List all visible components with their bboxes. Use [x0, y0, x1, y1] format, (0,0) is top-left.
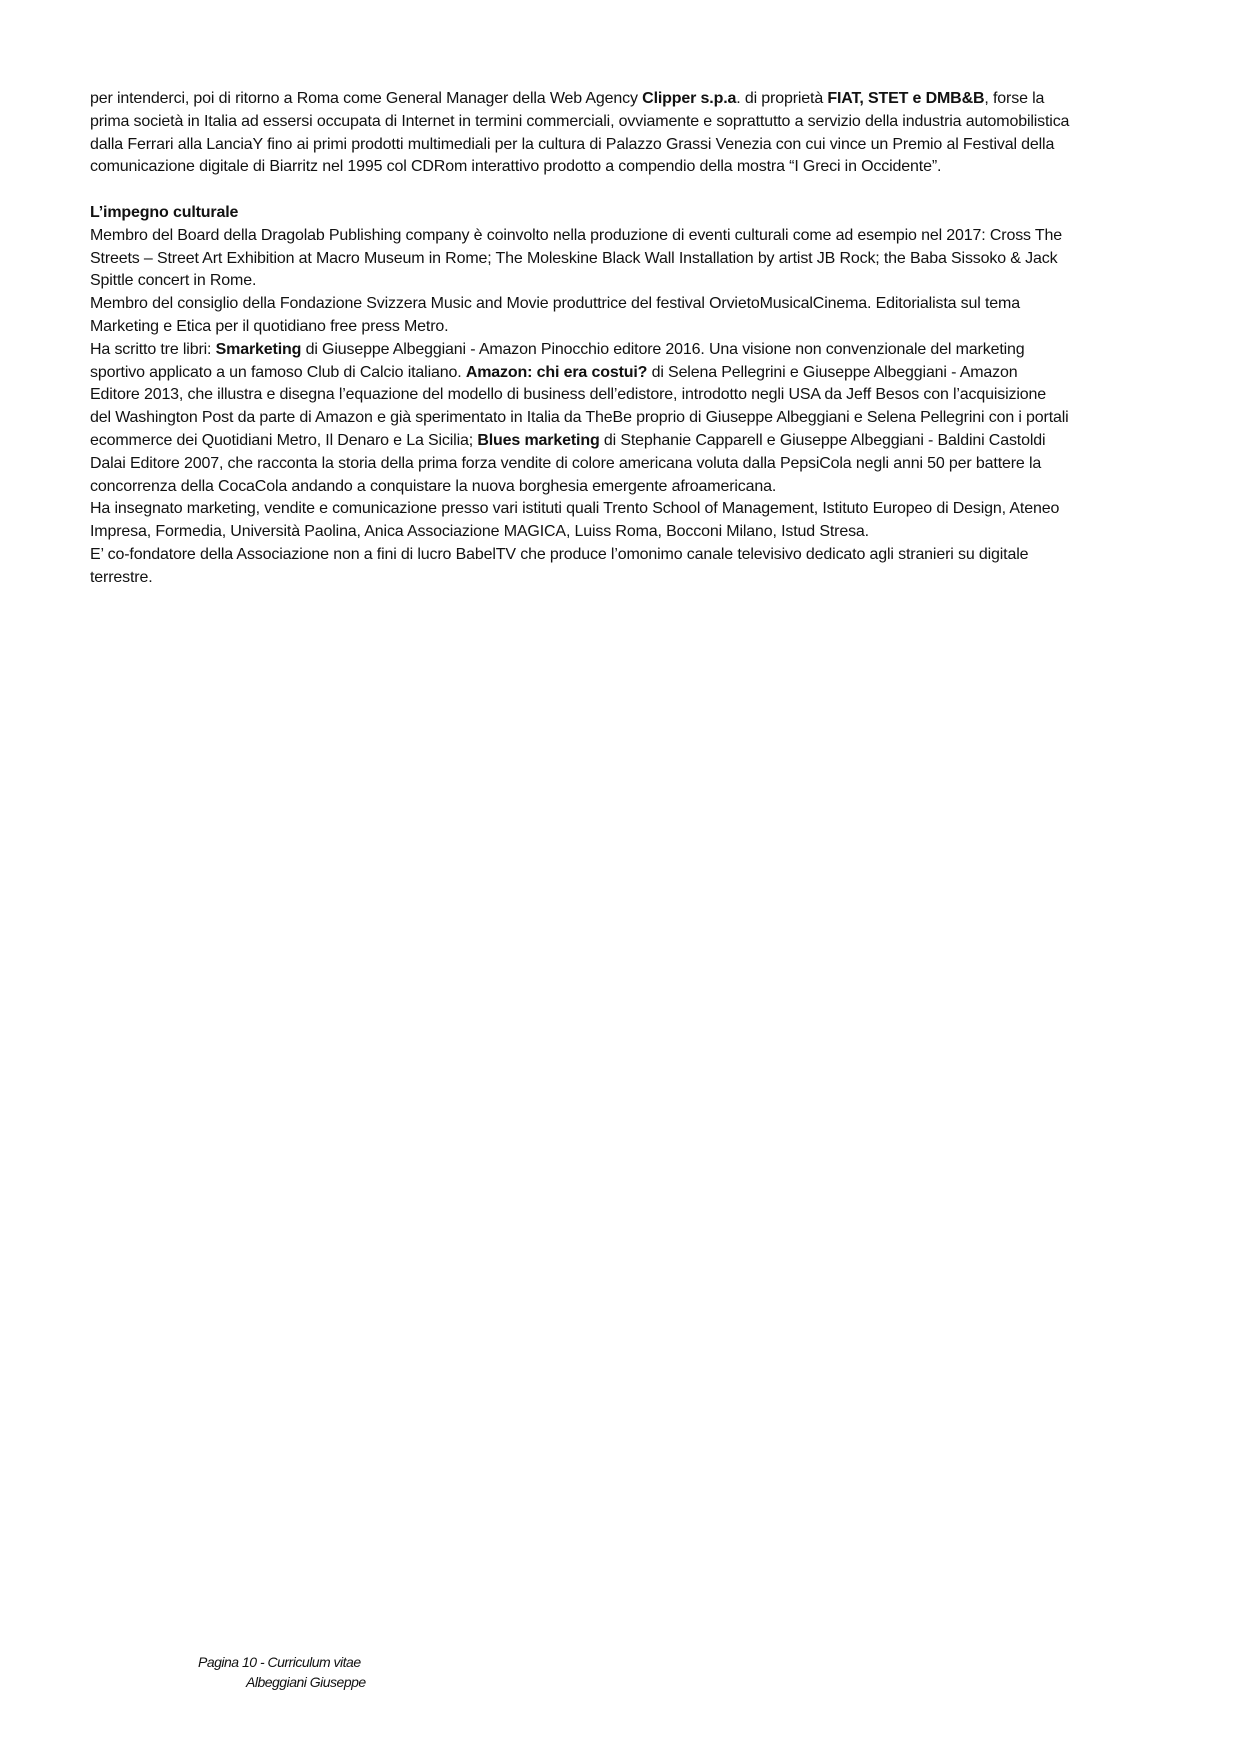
page-footer: [198, 1652, 366, 1692]
teaching-paragraph: Ha insegnato marketing, vendite e comunicazione presso vari istituti quali Trento School of Management, Istituto Europeo di Design, Ateneo Impresa, Formedia, Università Paolina, Anica Associazione MAGICA, Luiss Roma, Bocconi Milano, Istud Stresa.: [90, 500, 1060, 541]
intro-text: per intenderci, poi di ritorno a Roma come General Manager della Web Agency: [90, 90, 643, 107]
book-title: Smarketing: [215, 340, 302, 358]
intro-paragraph: [90, 88, 1070, 179]
intro-text: , forse la prima società in Italia ad essersi occupata di Internet in termini commerciali, ovviamente e soprattutto a servizio della industria automobilistica dalla Ferrari alla LanciaY fino ai primi prodotti multimediali per la cultura di Palazzo Grassi Venezia con cui vince un Premio al Festival della comunicazione digitale di Biarritz nel 1995 col CDRom interattivo prodotto a compendio della mostra “I Greci in Occidente”.: [90, 90, 1070, 176]
books-text: di Selena Pellegrini e Giuseppe Albeggiani - Amazon Editore 2013, che illustra e disegna l’equazione del modello di business dell’edistore, introdotto negli USA da Jeff Besos con l’acquisizione del Washington Post da parte di Amazon e già sperimentato in Italia da TheBe proprio di Giuseppe Albeggiani e Selena Pellegrini con i portali ecommerce dei Quotidiani Metro, Il Denaro e La Sicilia;: [90, 363, 1069, 449]
footer-page-label: Pagina 10 - Curriculum vitae: [198, 1654, 361, 1670]
books-text: di Stephanie Capparell e Giuseppe Albeggiani - Baldini Castoldi Dalai Editore 2007, che racconta la storia della prima forza vendite di colore americana voluta dalla PepsiCola negli anni 50 per battere la concorrenza della CocaCola andando a conquistare la nuova borghesia emergente afroamericana.: [90, 431, 1046, 495]
document-body: [90, 88, 1070, 590]
intro-text: . di proprietà: [736, 90, 828, 107]
board-paragraph: Membro del Board della Dragolab Publishing company è coinvolto nella produzione di eventi culturali come ad esempio nel 2017: Cross The Streets – Street Art Exhibition at Macro Museum in Rome; The Moleskine Black Wall Installation by artist JB Rock; the Baba Sissoko & Jack Spittle concert in Rome.: [90, 226, 1063, 290]
company-name: Clipper s.p.a: [642, 90, 737, 107]
books-text: di Giuseppe Albeggiani - Amazon Pinocchio editore 2016. Una visione non convenzionale del marketing sportivo applicato a un famoso Club di Calcio italiano.: [90, 340, 1025, 381]
section-heading-text: L’impegno culturale: [90, 203, 239, 221]
babeltv-paragraph: E’ co-fondatore della Associazione non a fini di lucro BabelTV che produce l’omonimo canale televisivo dedicato agli stranieri su digitale terrestre.: [90, 545, 1029, 586]
footer-author: Albeggiani Giuseppe: [246, 1674, 366, 1690]
foundation-paragraph: Membro del consiglio della Fondazione Svizzera Music and Movie produttrice del festival OrvietoMusicalCinema. Editorialista sul tema Marketing e Etica per il quotidiano free press Metro.: [90, 295, 1020, 335]
book-title: Blues marketing: [477, 431, 600, 449]
books-paragraph: [90, 339, 1070, 499]
books-text: Ha scritto tre libri:: [90, 340, 216, 358]
paragraph-gap: [90, 179, 1070, 202]
book-title: Amazon: chi era costui?: [465, 363, 648, 381]
section-heading: [90, 202, 1070, 225]
owners-name: FIAT, STET e DMB&B: [827, 90, 985, 107]
